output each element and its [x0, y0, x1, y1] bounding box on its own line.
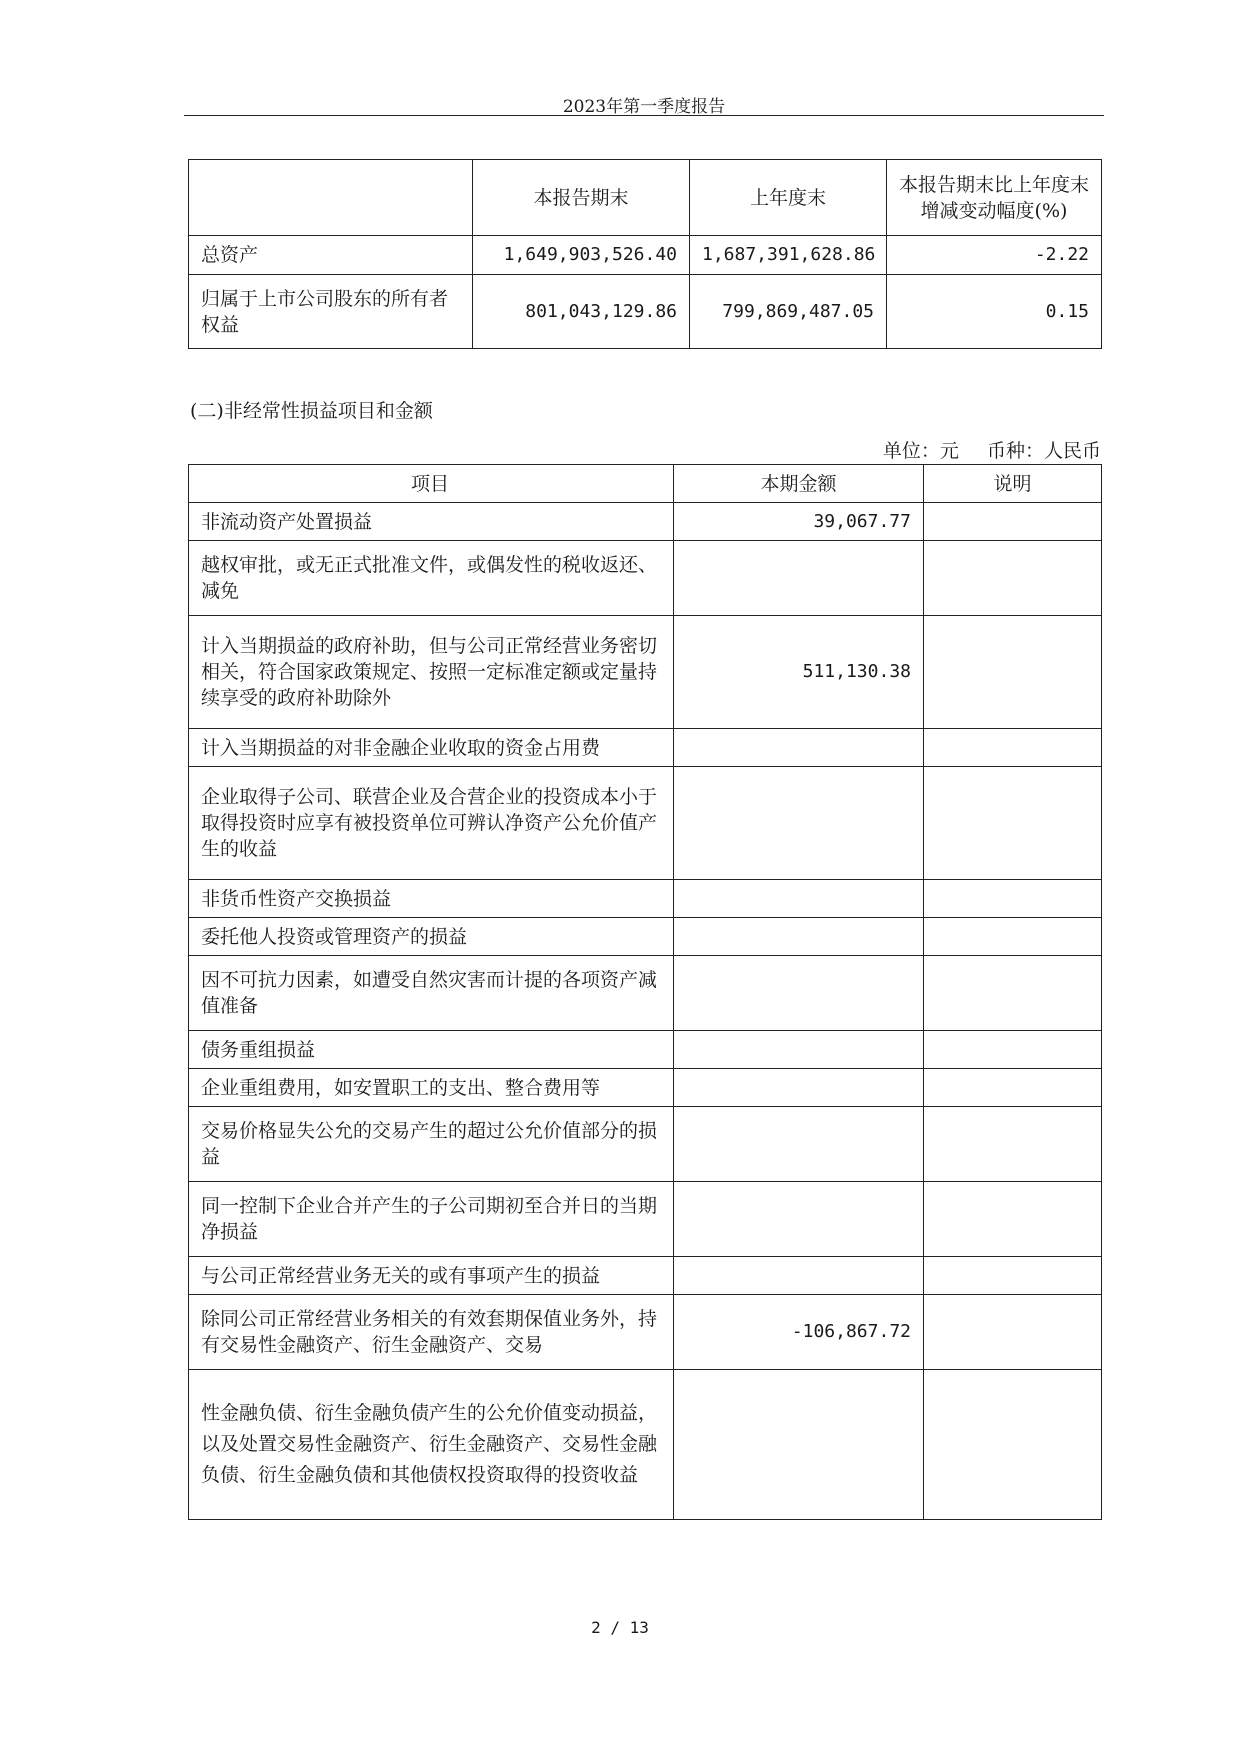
row-amount — [674, 918, 924, 956]
row-item: 除同公司正常经营业务相关的有效套期保值业务外，持有交易性金融资产、衍生金融资产、交易 — [189, 1295, 674, 1370]
table-row — [189, 956, 1102, 1031]
summary-current-value: 801,043,129.86 — [473, 275, 690, 349]
row-item: 债务重组损益 — [189, 1031, 674, 1069]
row-note — [924, 1295, 1102, 1370]
row-note — [924, 1107, 1102, 1182]
row-note — [924, 918, 1102, 956]
table-row — [189, 616, 1102, 729]
summary-item: 归属于上市公司股东的所有者权益 — [189, 275, 473, 349]
row-item: 与公司正常经营业务无关的或有事项产生的损益 — [189, 1257, 674, 1295]
table-row — [189, 1069, 1102, 1107]
row-item: 企业重组费用，如安置职工的支出、整合费用等 — [189, 1069, 674, 1107]
row-item: 交易价格显失公允的交易产生的超过公允价值部分的损益 — [189, 1107, 674, 1182]
summary-table — [188, 159, 1102, 349]
nonrecurring-header-amount: 本期金额 — [674, 465, 924, 503]
unit-label: 单位：元 — [882, 440, 959, 462]
row-amount — [674, 1107, 924, 1182]
row-item: 计入当期损益的对非金融企业收取的资金占用费 — [189, 729, 674, 767]
row-amount — [674, 956, 924, 1031]
row-note — [924, 956, 1102, 1031]
row-item: 性金融负债、衍生金融负债产生的公允价值变动损益，以及处置交易性金融资产、衍生金融资产、交易性金融负债、衍生金融负债和其他债权投资取得的投资收益 — [189, 1370, 674, 1520]
summary-current-value: 1,649,903,526.40 — [473, 236, 690, 275]
row-amount: 511,130.38 — [674, 616, 924, 729]
summary-prior-value: 799,869,487.05 — [690, 275, 887, 349]
summary-header-blank — [189, 160, 473, 236]
table-row — [189, 918, 1102, 956]
row-note — [924, 503, 1102, 541]
row-note — [924, 729, 1102, 767]
page-number: 2 / 13 — [591, 1618, 649, 1637]
row-amount — [674, 1370, 924, 1520]
row-item: 同一控制下企业合并产生的子公司期初至合并日的当期净损益 — [189, 1182, 674, 1257]
row-amount: -106,867.72 — [674, 1295, 924, 1370]
row-note — [924, 767, 1102, 880]
row-note — [924, 1370, 1102, 1520]
row-item: 因不可抗力因素，如遭受自然灾害而计提的各项资产减值准备 — [189, 956, 674, 1031]
row-item: 非货币性资产交换损益 — [189, 880, 674, 918]
nonrecurring-gains-table — [188, 464, 1102, 1520]
table-row — [189, 1257, 1102, 1295]
summary-change-value: -2.22 — [887, 236, 1102, 275]
section-title: (二)非经常性损益项目和金额 — [190, 400, 433, 422]
table-row — [189, 767, 1102, 880]
row-amount — [674, 1182, 924, 1257]
row-note — [924, 1182, 1102, 1257]
row-note — [924, 1069, 1102, 1107]
nonrecurring-header-row — [189, 465, 1102, 503]
table-row — [189, 541, 1102, 616]
row-item: 企业取得子公司、联营企业及合营企业的投资成本小于取得投资时应享有被投资单位可辨认净资产公允价值产生的收益 — [189, 767, 674, 880]
row-amount — [674, 541, 924, 616]
row-note — [924, 1031, 1102, 1069]
summary-change-value: 0.15 — [887, 275, 1102, 349]
table-row — [189, 729, 1102, 767]
row-note — [924, 541, 1102, 616]
table-row — [189, 1107, 1102, 1182]
table-row — [189, 503, 1102, 541]
summary-header-prior: 上年度末 — [690, 160, 887, 236]
summary-header-row — [189, 160, 1102, 236]
report-header-title: 2023年第一季度报告 — [562, 97, 726, 117]
summary-row — [189, 275, 1102, 349]
row-amount — [674, 1257, 924, 1295]
row-note — [924, 616, 1102, 729]
table-row — [189, 1031, 1102, 1069]
header-divider — [184, 115, 1104, 116]
row-amount — [674, 729, 924, 767]
row-amount: 39,067.77 — [674, 503, 924, 541]
table-row — [189, 1370, 1102, 1520]
table-row — [189, 1295, 1102, 1370]
row-note — [924, 1257, 1102, 1295]
summary-prior-value: 1,687,391,628.86 — [690, 236, 887, 275]
table-row — [189, 880, 1102, 918]
row-item: 非流动资产处置损益 — [189, 503, 674, 541]
nonrecurring-header-item: 项目 — [189, 465, 674, 503]
summary-header-current: 本报告期末 — [473, 160, 690, 236]
row-amount — [674, 1069, 924, 1107]
unit-currency-line — [879, 436, 1101, 463]
row-note — [924, 880, 1102, 918]
summary-item: 总资产 — [189, 236, 473, 275]
summary-row — [189, 236, 1102, 275]
currency-label: 币种：人民币 — [986, 440, 1101, 462]
row-amount — [674, 880, 924, 918]
summary-header-change: 本报告期末比上年度末增减变动幅度(%) — [887, 160, 1102, 236]
nonrecurring-header-note: 说明 — [924, 465, 1102, 503]
row-amount — [674, 767, 924, 880]
row-item: 委托他人投资或管理资产的损益 — [189, 918, 674, 956]
row-item: 越权审批，或无正式批准文件，或偶发性的税收返还、减免 — [189, 541, 674, 616]
row-item: 计入当期损益的政府补助，但与公司正常经营业务密切相关，符合国家政策规定、按照一定标准定额或定量持续享受的政府补助除外 — [189, 616, 674, 729]
row-amount — [674, 1031, 924, 1069]
table-row — [189, 1182, 1102, 1257]
